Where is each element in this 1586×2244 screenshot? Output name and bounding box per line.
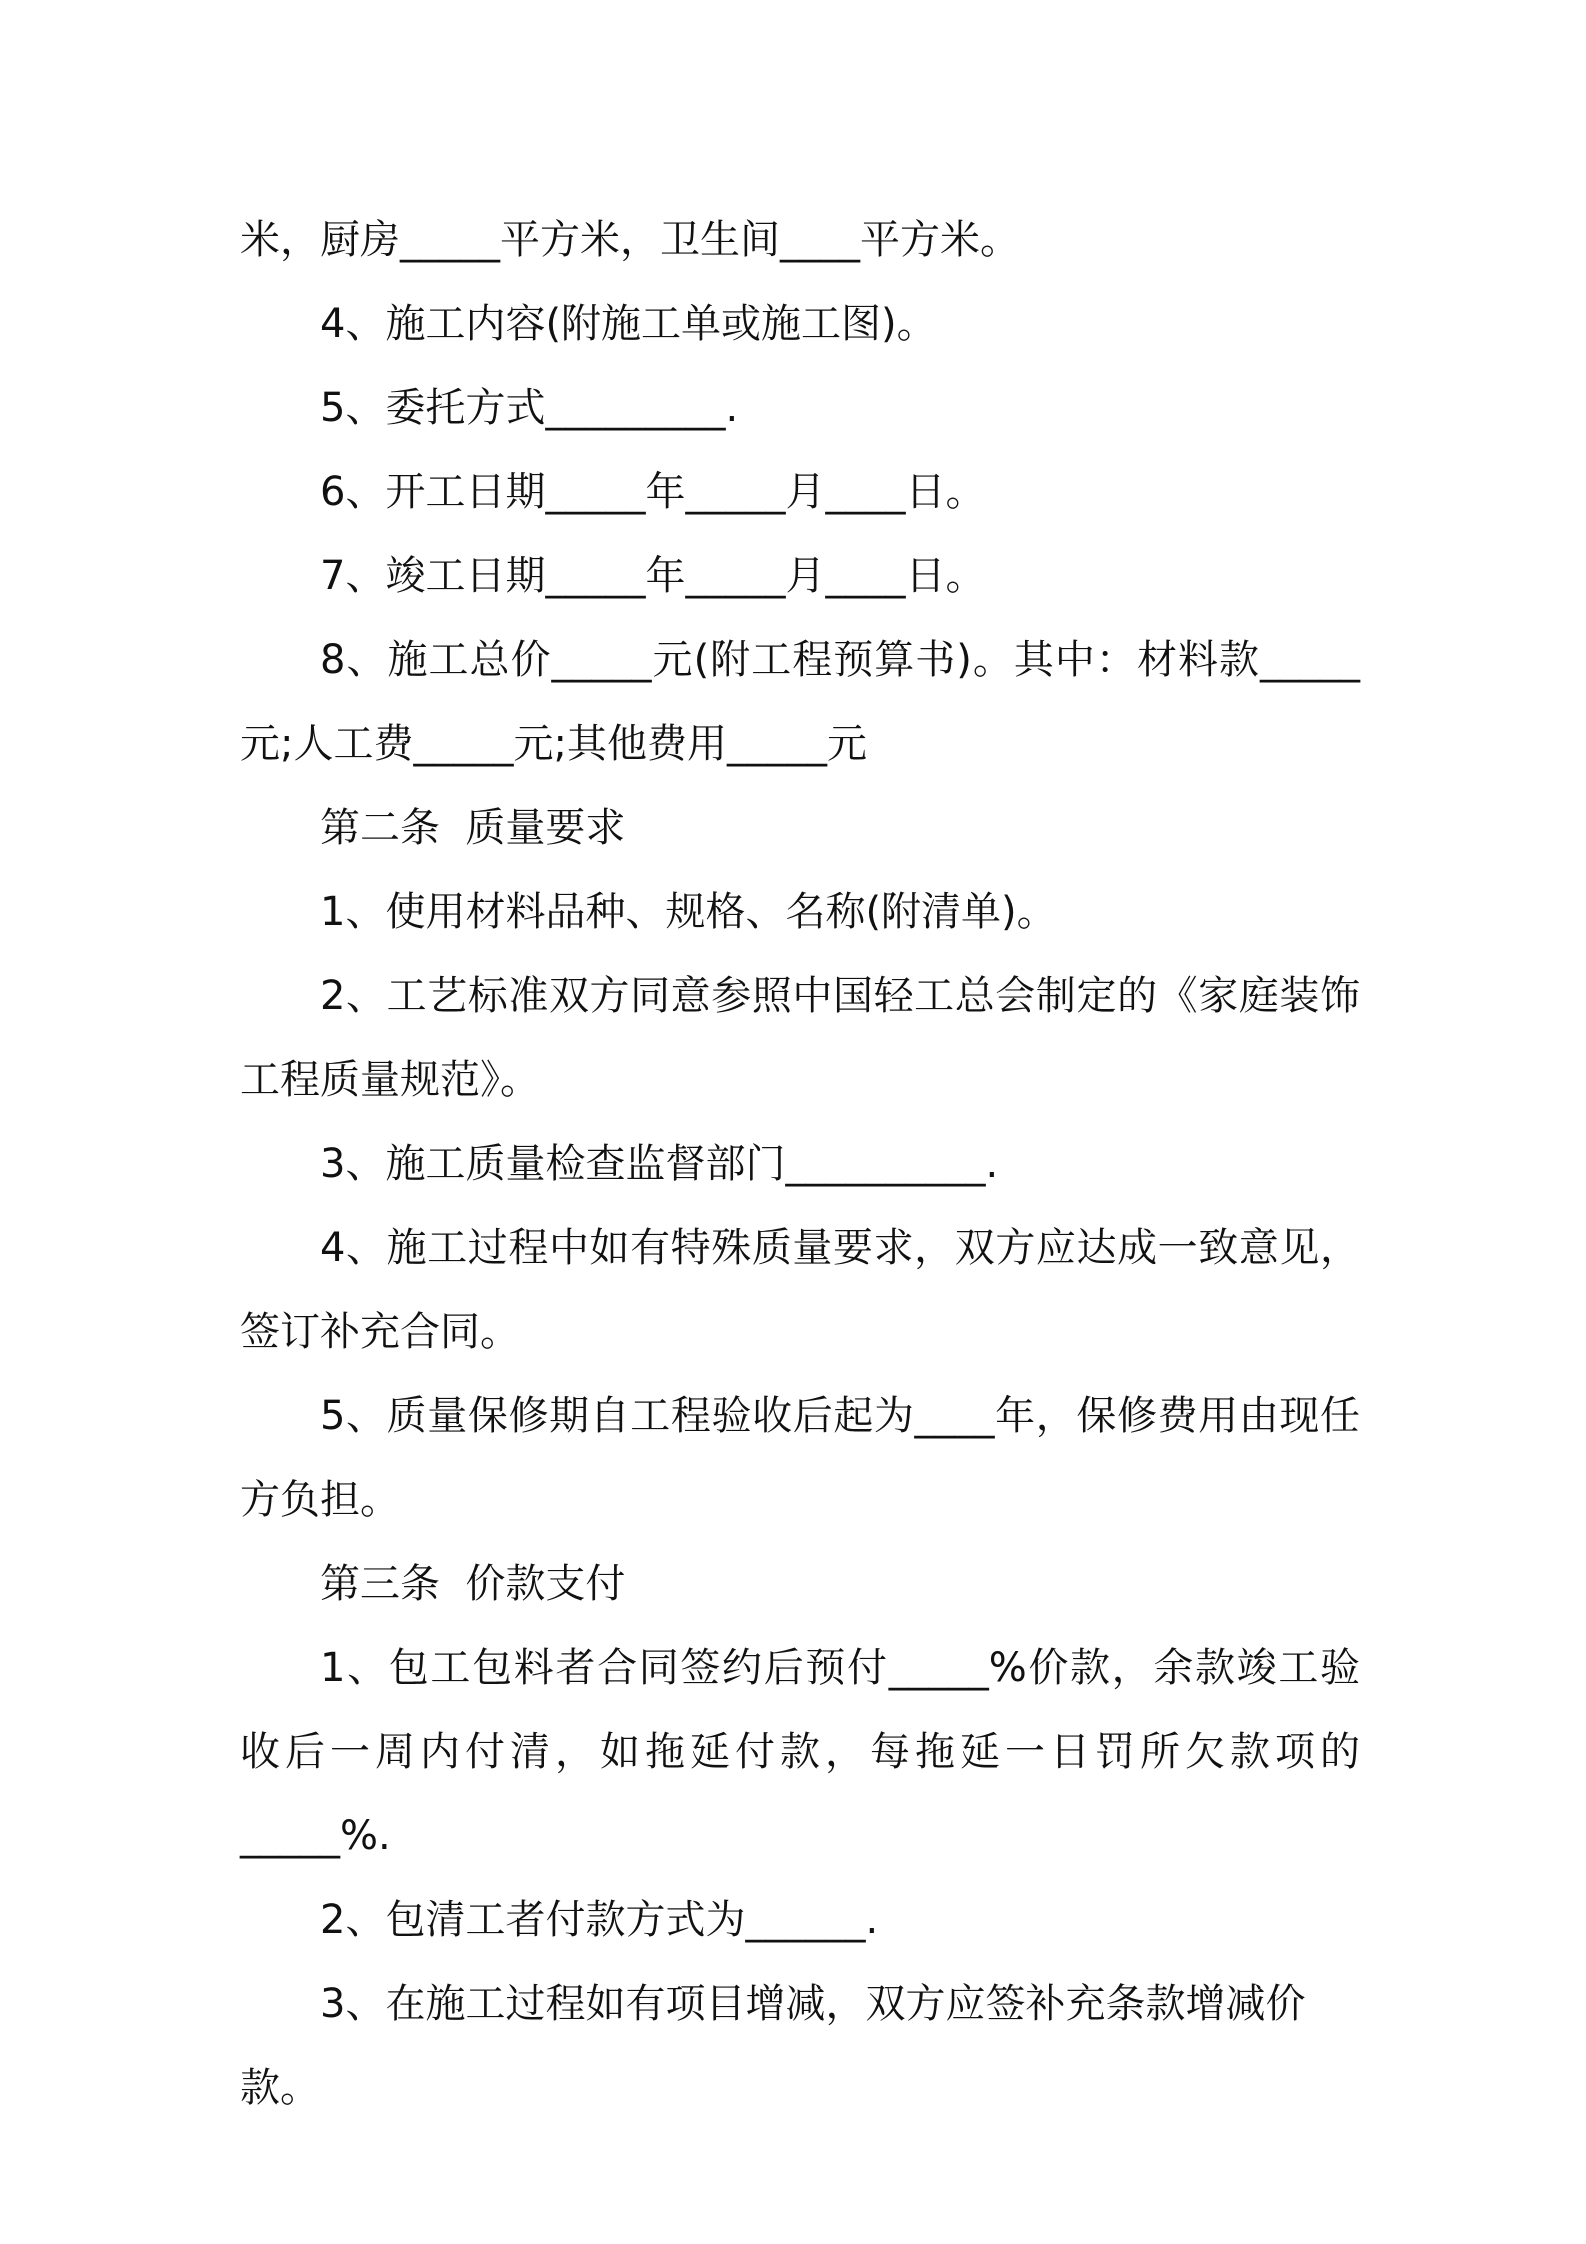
paragraph-payment-item-3: 3、在施工过程如有项目增减，双方应签补充条款增减价款。 [240,1981,1306,2111]
paragraph-quality-item-4: 4、施工过程中如有特殊质量要求，双方应达成一致意见，签订补充合同。 [240,1225,1360,1355]
paragraph-item-5-commission-method: 5、委托方式_________. [320,385,739,431]
section-heading-payment: 第三条 价款支付 [320,1561,626,1607]
paragraph-item-4-construction-content: 4、施工内容(附施工单或施工图)。 [320,301,937,347]
paragraph-payment-item-2: 2、包清工者付款方式为______. [320,1897,879,1943]
paragraph-quality-item-1: 1、使用材料品种、规格、名称(附清单)。 [320,889,1057,935]
paragraph-payment-item-1: 1、包工包料者合同签约后预付_____%价款，余款竣工验收后一周内付清，如拖延付款，每拖延一日罚所欠款项的_____%. [240,1645,1360,1859]
paragraph-quality-item-3: 3、施工质量检查监督部门__________. [320,1141,999,1187]
paragraph-item-8-total-price: 8、施工总价_____元(附工程预算书)。其中：材料款_____元;人工费_____元;其他费用_____元 [240,637,1360,767]
paragraph-quality-item-2: 2、工艺标准双方同意参照中国轻工总会制定的《家庭装饰工程质量规范》。 [240,973,1360,1103]
paragraph-quality-item-5: 5、质量保修期自工程验收后起为____年，保修费用由现任方负担。 [240,1393,1360,1523]
paragraph-item-7-completion-date: 7、竣工日期_____年_____月____日。 [320,553,986,599]
contract-body [240,198,1360,2130]
paragraph-item-6-start-date: 6、开工日期_____年_____月____日。 [320,469,986,515]
paragraph-area-continuation: 米，厨房_____平方米，卫生间____平方米。 [240,217,1020,263]
section-heading-quality-requirements: 第二条 质量要求 [320,805,626,851]
